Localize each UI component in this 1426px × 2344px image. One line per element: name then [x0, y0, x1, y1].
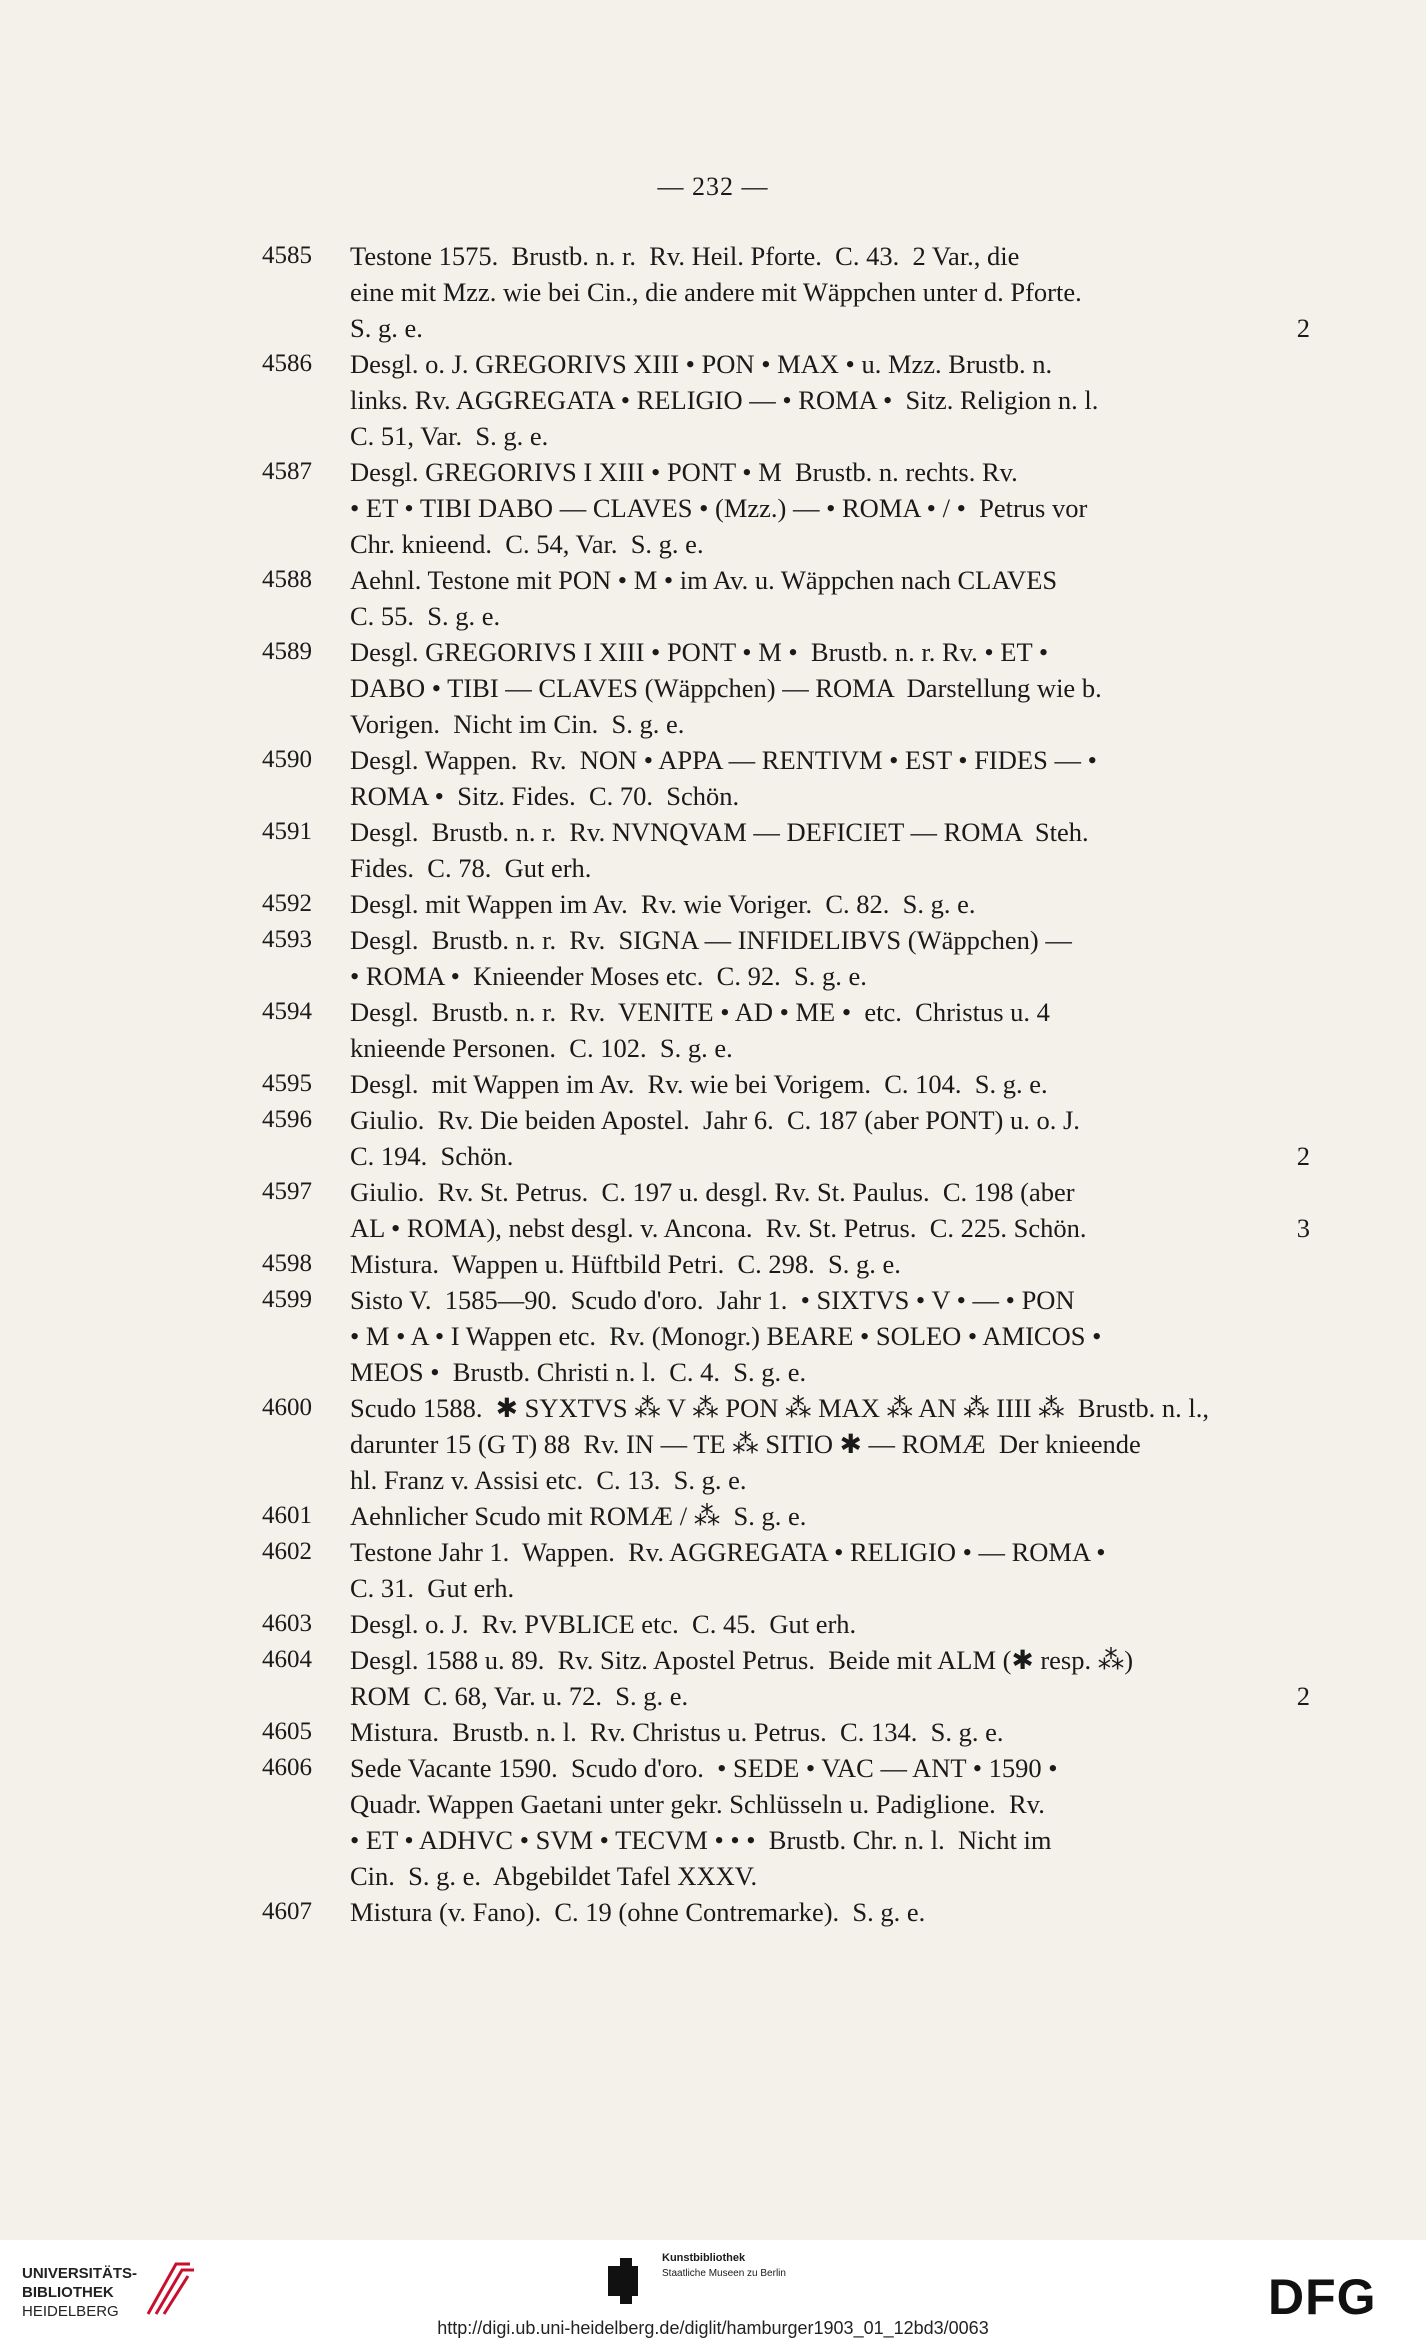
entry-number: 4589 [262, 638, 312, 665]
entry-count: 2 [1296, 1681, 1310, 1711]
entry-line: Fides. C. 78. Gut erh. [350, 853, 592, 883]
ub-line2: BIBLIOTHEK [22, 2284, 114, 2301]
catalog-entry [262, 1246, 1310, 1282]
entry-line: Desgl. 1588 u. 89. Rv. Sitz. Apostel Petrus. Beide mit ALM (✱ resp. ⁂) [350, 1645, 1134, 1675]
entry-line: Mistura. Wappen u. Hüftbild Petri. C. 298. S. g. e. [350, 1249, 901, 1279]
entry-line: Desgl. o. J. Rv. PVBLICE etc. C. 45. Gut erh. [350, 1609, 857, 1639]
ub-line1: UNIVERSITÄTS- [22, 2265, 138, 2282]
entry-line: C. 55. S. g. e. [350, 601, 501, 631]
entry-number: 4586 [262, 350, 312, 377]
entry-line: MEOS • Brustb. Christi n. l. C. 4. S. g. e. [350, 1357, 807, 1387]
entry-count: 3 [1296, 1213, 1310, 1243]
catalog-entry [262, 634, 1310, 742]
catalog-entry [262, 742, 1310, 814]
catalog-entry [262, 994, 1310, 1066]
entry-count: 2 [1296, 313, 1310, 343]
dfg-logo[interactable]: DFG [1268, 2269, 1377, 2325]
entry-number: 4585 [262, 242, 312, 269]
entry-line: Desgl. Brustb. n. r. Rv. SIGNA — INFIDELIBVS (Wäppchen) — [350, 925, 1072, 955]
entry-line: ROMA • Sitz. Fides. C. 70. Schön. [350, 781, 740, 811]
entry-line: Desgl. o. J. GREGORIVS XIII • PON • MAX • u. Mzz. Brustb. n. [350, 349, 1053, 379]
catalog-entry [262, 1066, 1310, 1102]
entry-line: • ET • ADHVC • SVM • TECVM • • • Brustb. Chr. n. l. Nicht im [350, 1825, 1052, 1855]
catalog-entry [262, 1174, 1310, 1246]
entry-number: 4598 [262, 1250, 312, 1277]
catalog-entry [262, 454, 1310, 562]
entry-number: 4601 [262, 1502, 312, 1529]
ub-heidelberg-logo-text[interactable] [22, 2264, 137, 2321]
catalog-entry [262, 1642, 1310, 1714]
catalog-entry [262, 346, 1310, 454]
entry-number: 4592 [262, 890, 312, 917]
entry-line: Sisto V. 1585—90. Scudo d'oro. Jahr 1. • SIXTVS • V • — • PON [350, 1285, 1075, 1315]
catalog-entry [262, 1282, 1310, 1390]
entry-line [350, 1138, 1310, 1174]
entry-line: • ET • TIBI DABO — CLAVES • (Mzz.) — • ROMA • / • Petrus vor [350, 493, 1088, 523]
ub-logo-icon [138, 2256, 198, 2320]
entry-line-text: S. g. e. [350, 313, 423, 343]
entry-number: 4606 [262, 1754, 312, 1781]
entry-line: Desgl. GREGORIVS I XIII • PONT • M Brustb. n. rechts. Rv. [350, 457, 1018, 487]
entry-line: Mistura. Brustb. n. l. Rv. Christus u. Petrus. C. 134. S. g. e. [350, 1717, 1004, 1747]
catalog-entry [262, 1750, 1310, 1894]
entry-line: Desgl. mit Wappen im Av. Rv. wie Voriger. C. 82. S. g. e. [350, 889, 976, 919]
entry-line: hl. Franz v. Assisi etc. C. 13. S. g. e. [350, 1465, 747, 1495]
entry-line: Desgl. Brustb. n. r. Rv. VENITE • AD • ME • etc. Christus u. 4 [350, 997, 1050, 1027]
entry-number: 4593 [262, 926, 312, 953]
entry-number: 4590 [262, 746, 312, 773]
entry-line: Sede Vacante 1590. Scudo d'oro. • SEDE • VAC — ANT • 1590 • [350, 1753, 1058, 1783]
kb-line1: Kunstbibliothek [662, 2252, 746, 2264]
catalog-entry [262, 1534, 1310, 1606]
entry-number: 4604 [262, 1646, 312, 1673]
entry-line-text: ROM C. 68, Var. u. 72. S. g. e. [350, 1681, 689, 1711]
entry-number: 4597 [262, 1178, 312, 1205]
entry-line: DABO • TIBI — CLAVES (Wäppchen) — ROMA Darstellung wie b. [350, 673, 1102, 703]
entry-line: • M • A • I Wappen etc. Rv. (Monogr.) BEARE • SOLEO • AMICOS • [350, 1321, 1102, 1351]
page-number: — 232 — [657, 172, 769, 201]
entry-number: 4599 [262, 1286, 312, 1313]
entry-number: 4603 [262, 1610, 312, 1637]
entry-number: 4602 [262, 1538, 312, 1565]
catalog-entries [262, 238, 1310, 1930]
entry-line: • ROMA • Knieender Moses etc. C. 92. S. g. e. [350, 961, 867, 991]
catalog-entry [262, 1390, 1310, 1498]
entry-line: C. 31. Gut erh. [350, 1573, 515, 1603]
catalog-entry [262, 1894, 1310, 1930]
entry-line: Testone Jahr 1. Wappen. Rv. AGGREGATA • RELIGIO • — ROMA • [350, 1537, 1106, 1567]
entry-line: Giulio. Rv. St. Petrus. C. 197 u. desgl. Rv. St. Paulus. C. 198 (aber [350, 1177, 1075, 1207]
entry-line: Quadr. Wappen Gaetani unter gekr. Schlüsseln u. Padiglione. Rv. [350, 1789, 1045, 1819]
entry-line: Mistura (v. Fano). C. 19 (ohne Contremarke). S. g. e. [350, 1897, 926, 1927]
entry-line: eine mit Mzz. wie bei Cin., die andere mit Wäppchen unter d. Pforte. [350, 277, 1082, 307]
catalog-entry [262, 886, 1310, 922]
entry-line [350, 1678, 1310, 1714]
ub-line3: HEIDELBERG [22, 2303, 119, 2320]
entry-line: Desgl. GREGORIVS I XIII • PONT • M • Brustb. n. r. Rv. • ET • [350, 637, 1049, 667]
entry-number: 4600 [262, 1394, 312, 1421]
entry-line [350, 310, 1310, 346]
entry-line: knieende Personen. C. 102. S. g. e. [350, 1033, 733, 1063]
catalog-entry [262, 238, 1310, 346]
entry-line: Cin. S. g. e. Abgebildet Tafel XXXV. [350, 1861, 758, 1891]
permalink-url[interactable]: http://digi.ub.uni-heidelberg.de/diglit/hamburger1903_01_12bd3/0063 [437, 2318, 989, 2338]
catalog-entry [262, 814, 1310, 886]
entry-line: Desgl. Wappen. Rv. NON • APPA — RENTIVM • EST • FIDES — • [350, 745, 1097, 775]
entry-line [350, 1210, 1310, 1246]
entry-line: Vorigen. Nicht im Cin. S. g. e. [350, 709, 685, 739]
entry-line: Scudo 1588. ✱ SYXTVS ⁂ V ⁂ PON ⁂ MAX ⁂ AN ⁂ IIII ⁂ Brustb. n. l., [350, 1393, 1209, 1423]
entry-number: 4605 [262, 1718, 312, 1745]
entry-number: 4594 [262, 998, 312, 1025]
entry-line: Desgl. mit Wappen im Av. Rv. wie bei Vorigem. C. 104. S. g. e. [350, 1069, 1048, 1099]
entry-line-text: C. 194. Schön. [350, 1141, 514, 1171]
entry-number: 4587 [262, 458, 312, 485]
entry-line: C. 51, Var. S. g. e. [350, 421, 549, 451]
entry-number: 4588 [262, 566, 312, 593]
entry-number: 4595 [262, 1070, 312, 1097]
entry-line: Desgl. Brustb. n. r. Rv. NVNQVAM — DEFICIET — ROMA Steh. [350, 817, 1089, 847]
entry-number: 4607 [262, 1898, 312, 1925]
entry-line: Aehnlicher Scudo mit ROMÆ / ⁂ S. g. e. [350, 1501, 807, 1531]
entry-line: Chr. knieend. C. 54, Var. S. g. e. [350, 529, 704, 559]
catalog-entry [262, 1498, 1310, 1534]
catalog-entry [262, 1714, 1310, 1750]
catalog-entry [262, 922, 1310, 994]
catalog-entry [262, 562, 1310, 634]
entry-line: Giulio. Rv. Die beiden Apostel. Jahr 6. C. 187 (aber PONT) u. o. J. [350, 1105, 1080, 1135]
entry-line: Testone 1575. Brustb. n. r. Rv. Heil. Pforte. C. 43. 2 Var., die [350, 241, 1020, 271]
entry-number: 4596 [262, 1106, 312, 1133]
catalog-entry [262, 1606, 1310, 1642]
kb-line2: Staatliche Museen zu Berlin [662, 2268, 786, 2279]
entry-number: 4591 [262, 818, 312, 845]
kunstbibliothek-icon [608, 2258, 654, 2304]
entry-line-text: AL • ROMA), nebst desgl. v. Ancona. Rv. St. Petrus. C. 225. Schön. [350, 1213, 1087, 1243]
catalog-entry [262, 1102, 1310, 1174]
entry-line: links. Rv. AGGREGATA • RELIGIO — • ROMA • Sitz. Religion n. l. [350, 385, 1099, 415]
entry-count: 2 [1296, 1141, 1310, 1171]
entry-line: Aehnl. Testone mit PON • M • im Av. u. Wäppchen nach CLAVES [350, 565, 1058, 595]
entry-line: darunter 15 (G T) 88 Rv. IN — TE ⁂ SITIO ✱ — ROMÆ Der knieende [350, 1429, 1141, 1459]
